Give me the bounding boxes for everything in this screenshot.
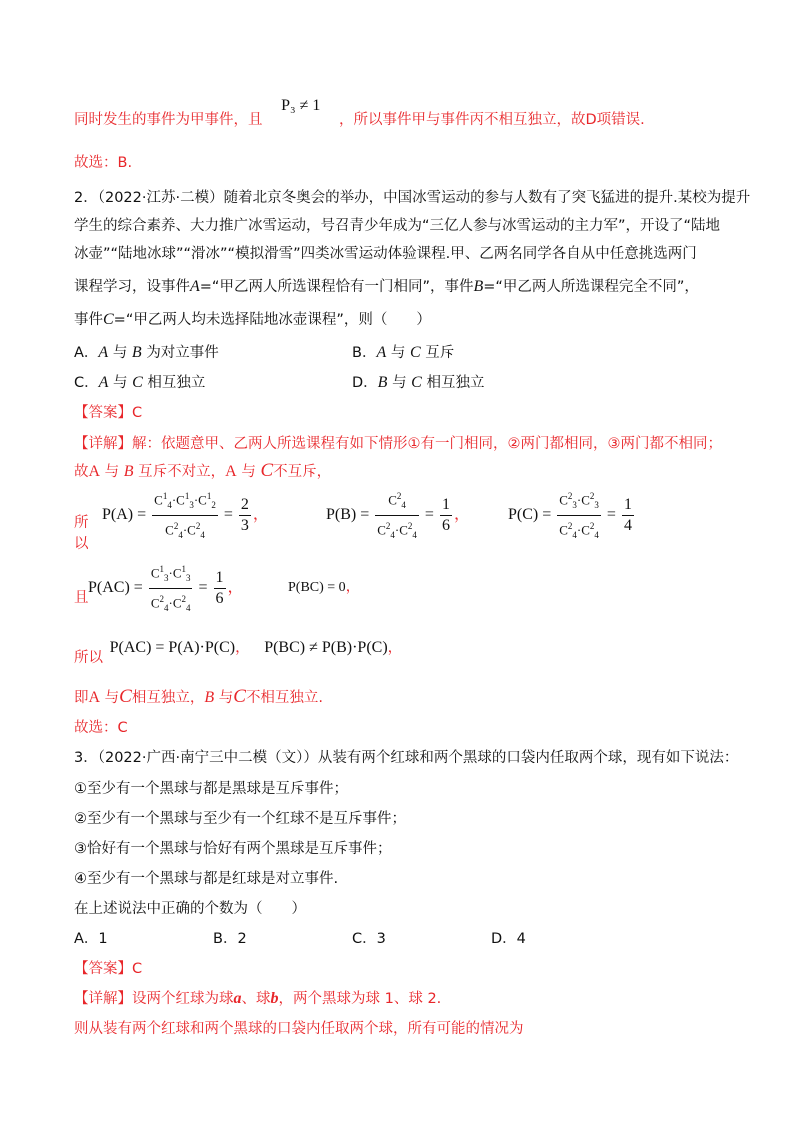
text-segment: 互斥不对立， xyxy=(138,464,226,480)
option-label: A． xyxy=(74,345,99,361)
text-segment: =“甲乙两人均未选择陆地冰壶课程”，则（ ） xyxy=(113,312,431,328)
option-text: 相互独立 xyxy=(147,375,206,391)
symbol: A xyxy=(376,344,387,361)
equals-sign: = xyxy=(424,506,434,524)
text-segment: 不互斥， xyxy=(273,464,332,480)
q3-statement-2: ②至少有一个黑球与至少有一个红球不是互斥事件； xyxy=(74,811,406,827)
value-numerator: 1 xyxy=(214,569,226,589)
text-segment: 不相互独立. xyxy=(245,690,324,706)
text-segment: 与 xyxy=(218,690,234,706)
detail-line-2 xyxy=(74,460,331,482)
symbol: C xyxy=(409,344,421,361)
detail-line xyxy=(74,432,722,453)
symbol: C xyxy=(260,460,274,481)
formula-pac: P(AC) = $\frac{C^1_3\cdot C^1_3}{C^2_4\cdot C^2_4}$ = $\frac{1}{6}$ ， xyxy=(88,560,244,617)
symbol-c: C xyxy=(103,311,114,328)
q3-answer: 【答案】C xyxy=(74,961,143,977)
option-text: 与 xyxy=(112,345,128,361)
symbol: B xyxy=(377,374,388,391)
text-segment: ，两个黑球为球 1、球 2. xyxy=(278,991,442,1007)
q2-line-5 xyxy=(74,308,431,329)
formula-pb: P(B) = $\frac{C^2_4}{C^2_4\cdot C^2_4}$ = $\frac{1}{6}$ ， xyxy=(326,487,470,544)
symbol: B xyxy=(204,689,215,706)
independence-line xyxy=(74,636,403,666)
symbol: A xyxy=(98,374,109,391)
text-segment: 设两个红球为球 xyxy=(132,991,234,1007)
detail-label: 【详解】 xyxy=(74,991,132,1007)
choose-line: 故选：B. xyxy=(74,155,133,171)
text-segment: 与 xyxy=(104,464,120,480)
equals-sign: = xyxy=(223,506,233,524)
text-segment: 所以 xyxy=(74,515,89,552)
q2-line-1: 2．（2022·江苏·二模）随着北京冬奥会的举办，中国冰雪运动的参与人数有了突飞猛进的提升.某校为提升 xyxy=(74,190,751,206)
formula-label: P(A) = xyxy=(102,506,147,524)
q3-detail xyxy=(74,987,441,1008)
text-segment: 所以 xyxy=(74,650,103,666)
symbol: C xyxy=(132,374,143,391)
comma: ， xyxy=(453,506,470,524)
value-numerator: 1 xyxy=(440,496,452,516)
value-numerator: 1 xyxy=(622,496,634,516)
symbol-b: B xyxy=(473,278,484,295)
text-segment: =“甲乙两人所选课程恰有一门相同”，事件 xyxy=(199,279,474,295)
symbol: A xyxy=(88,689,101,706)
comma: ， xyxy=(252,506,269,524)
text-segment: 且 xyxy=(74,590,89,606)
comma: ， xyxy=(227,579,244,597)
option-a xyxy=(74,341,219,362)
q3-statement-4: ④至少有一个黑球与都是红球是对立事件. xyxy=(74,871,339,887)
choose-line-2: 故选：C xyxy=(74,720,128,736)
option-text: 与 xyxy=(392,375,407,391)
text-segment: 同时发生的事件为甲事件，且 xyxy=(74,112,263,128)
option-text: 互斥 xyxy=(425,345,455,361)
text-segment: 、球 xyxy=(241,991,271,1007)
text-segment: 课程学习，设事件 xyxy=(74,279,190,295)
symbol: C xyxy=(411,374,422,391)
q2-line-3: 冰壶”“陆地冰球”“滑冰”“模拟滑雪”四类冰雪运动体验课程.甲、乙两名同学各自从中任意挑选两门 xyxy=(74,246,697,262)
option-b xyxy=(352,341,454,362)
symbol: B xyxy=(131,344,142,361)
q3-statement-1: ①至少有一个黑球与都是黑球是互斥事件； xyxy=(74,781,348,797)
q3-statement-3: ③恰好有一个黑球与恰好有两个黑球是互斥事件； xyxy=(74,841,392,857)
value-denominator: 4 xyxy=(623,516,632,534)
symbol: b xyxy=(270,990,279,1007)
symbol: C xyxy=(233,686,246,707)
formula-eq2: P(BC) ≠ P(B)·P(C) xyxy=(264,639,388,656)
comma: ， xyxy=(345,580,360,595)
formula-label: P(B) = xyxy=(326,506,370,524)
q3-line-1: 3．（2022·广西·南宁三中二模（文））从装有两个红球和两个黑球的口袋内任取两个球，现有如下说法： xyxy=(74,750,739,766)
value-numerator: 2 xyxy=(239,496,251,516)
option-text: 与 xyxy=(113,375,128,391)
comma: ， xyxy=(387,640,403,656)
option-label: C． xyxy=(74,375,99,391)
symbol: A xyxy=(98,344,109,361)
option-label: D． xyxy=(352,375,378,391)
comma: ， xyxy=(235,640,250,656)
option-text: 相互独立 xyxy=(426,375,485,391)
option-label: B． xyxy=(352,345,377,361)
option-d xyxy=(352,371,484,392)
text-segment: 与 xyxy=(241,464,256,480)
symbol: C xyxy=(119,686,132,707)
formula-text: P(BC) = 0 xyxy=(288,580,346,595)
text-segment: 与 xyxy=(104,690,120,706)
q3-question: 在上述说法中正确的个数为（ ） xyxy=(74,901,306,917)
answer-line: 【答案】C xyxy=(74,405,143,421)
option-text: 为对立事件 xyxy=(146,345,219,361)
value-denominator: 3 xyxy=(240,516,249,534)
option-text: 与 xyxy=(390,345,406,361)
formula-p3: P₃ ≠ 1 xyxy=(281,97,321,114)
q3-last-line: 则从装有两个红球和两个黑球的口袋内任取两个球，所有可能的情况为 xyxy=(74,1021,524,1037)
symbol: a xyxy=(233,990,242,1007)
value-denominator: 6 xyxy=(441,516,450,534)
q2-line-4 xyxy=(74,275,699,296)
text-segment: 事件 xyxy=(74,312,103,328)
symbol: A xyxy=(225,463,237,480)
text-line xyxy=(74,97,645,129)
conclusion-line xyxy=(74,686,323,708)
symbol: B xyxy=(123,463,134,480)
equals-sign: = xyxy=(606,506,616,524)
formula-eq1: P(AC) = P(A)·P(C) xyxy=(109,639,236,656)
option-c xyxy=(74,371,205,392)
symbol: A xyxy=(88,463,101,480)
text-segment: ，所以事件甲与事件丙不相互独立，故D项错误. xyxy=(338,112,645,128)
value-denominator: 6 xyxy=(215,589,224,607)
q2-line-2: 学生的综合素养、大力推广冰雪运动，号召青少年成为“三亿人参与冰雪运动的主力军”，开设了“陆地 xyxy=(74,218,721,234)
formula-pa: P(A) = $\frac{C^1_4\cdot C^1_3\cdot C^1_2}{C^2_4\cdot C^2_4}$ = $\frac{2}{3}$ ， xyxy=(102,487,269,544)
formula-pc: P(C) = $\frac{C^2_3\cdot C^2_3}{C^2_4\cdot C^2_4}$ = $\frac{1}{4}$ xyxy=(508,487,636,544)
q3-option-d: D．4 xyxy=(491,931,526,947)
detail-text: 解：依题意甲、乙两人所选课程有如下情形①有一门相同，②两门都相同，③两门都不相同； xyxy=(132,436,722,452)
text-segment: 相互独立， xyxy=(131,690,205,706)
q3-option-b: B．2 xyxy=(213,931,247,947)
detail-label: 【详解】 xyxy=(74,436,132,452)
text-segment: 即 xyxy=(74,690,89,706)
formula-label: P(C) = xyxy=(508,506,552,524)
text-segment: 故 xyxy=(74,464,89,480)
formula-pbc xyxy=(288,576,360,596)
q3-option-c: C．3 xyxy=(352,931,386,947)
symbol-a: A xyxy=(190,278,200,295)
equals-sign: = xyxy=(198,579,208,597)
formula-label: P(AC) = xyxy=(88,579,143,597)
text-segment: =“甲乙两人所选课程完全不同”， xyxy=(483,279,699,295)
q3-option-a: A．1 xyxy=(74,931,108,947)
